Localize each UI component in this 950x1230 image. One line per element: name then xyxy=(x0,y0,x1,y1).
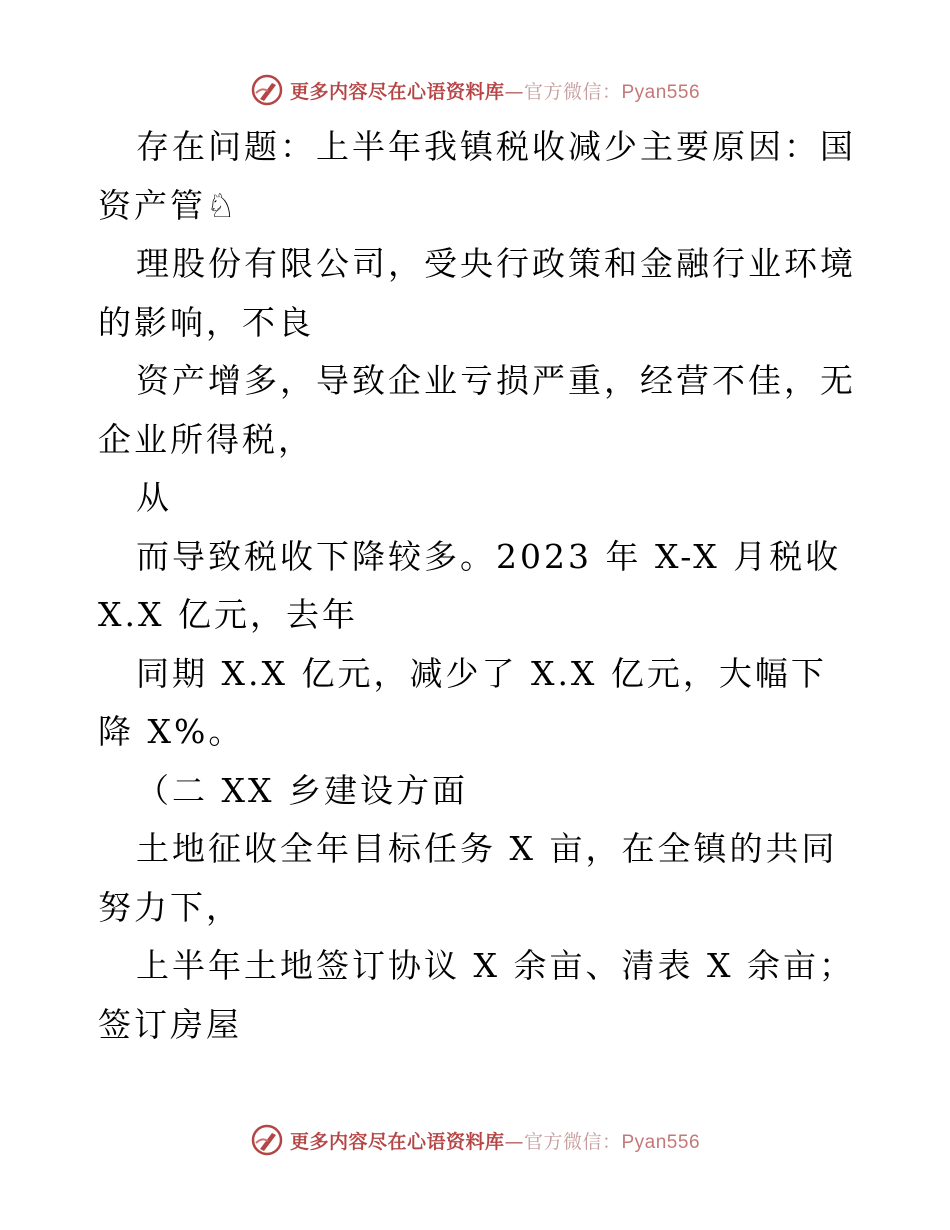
watermark-separator: — xyxy=(504,80,524,103)
watermark-text xyxy=(290,1127,700,1154)
header-watermark-banner xyxy=(0,70,950,110)
paragraph: 同期 X.X 亿元，减少了 X.X 亿元，大幅下降 X%。 xyxy=(98,653,827,751)
paragraph: 而导致税收下降较多。2023 年 X-X 月税收 X.X 亿元，去年 xyxy=(98,536,842,634)
watermark-wechat-label: 官方微信： xyxy=(523,80,622,103)
quill-logo-icon xyxy=(250,1123,284,1157)
watermark-brand: 更多内容尽在心语资料库 xyxy=(289,1130,505,1153)
section-heading: （二 XX 乡建设方面 xyxy=(136,770,468,810)
paragraph: 土地征收全年目标任务 X 亩，在全镇的共同努力下， xyxy=(98,829,838,927)
footer-watermark-banner xyxy=(0,1120,950,1160)
paragraph: 资产增多，导致企业亏损严重，经营不佳，无企业所得税， xyxy=(98,361,856,459)
watermark-brand: 更多内容尽在心语资料库 xyxy=(289,80,505,103)
watermark-text xyxy=(290,77,700,104)
document-body xyxy=(98,118,858,1054)
watermark-separator: — xyxy=(504,1130,524,1153)
paragraph: 上半年土地签订协议 X 余亩、清表 X 余亩；签订房屋 xyxy=(98,946,855,1044)
watermark-account: Pyan556 xyxy=(621,81,701,103)
paragraph: 理股份有限公司，受央行政策和金融行业环境的影响，不良 xyxy=(98,244,856,342)
watermark-account: Pyan556 xyxy=(621,1131,701,1153)
paragraph: 从 xyxy=(136,478,172,517)
quill-logo-icon xyxy=(250,73,284,107)
paragraph: 存在问题：上半年我镇税收减少主要原因：国资产管♘ xyxy=(98,127,856,225)
watermark-wechat-label: 官方微信： xyxy=(523,1130,622,1153)
